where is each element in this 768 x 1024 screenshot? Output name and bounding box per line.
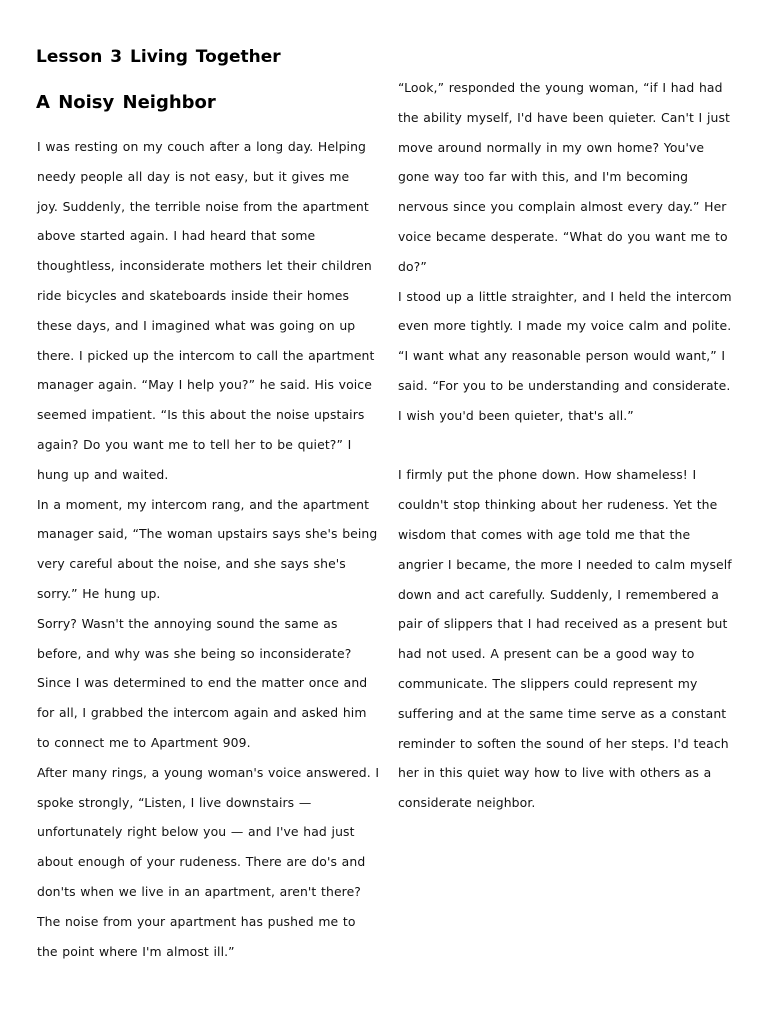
text-line: move around normally in my own home? You've: [398, 139, 705, 155]
text-line: “Look,” responded the young woman, “if I had had: [398, 80, 723, 95]
text-line: pair of slippers that I had received as a present but: [398, 616, 728, 632]
text-line: “I want what any reasonable person would want,” I: [398, 348, 726, 364]
text-line: I was resting on my couch after a long day. Helping: [37, 139, 367, 154]
text-line: nervous since you complain almost every day.” Her: [398, 199, 727, 215]
text-line: I firmly put the phone down. How shameless! I: [398, 467, 697, 483]
text-line: Since I was determined to end the matter once and: [37, 675, 368, 691]
text-line: to connect me to Apartment 909.: [37, 734, 251, 750]
text-line: said. “For you to be understanding and considerate.: [398, 377, 731, 393]
text-line: joy. Suddenly, the terrible noise from the apartment: [37, 198, 369, 214]
text-line: The noise from your apartment has pushed me to: [37, 913, 356, 929]
left-column: [37, 132, 380, 966]
text-line: the ability myself, I'd have been quieter. Can't I just: [398, 109, 730, 125]
text-line: angrier I became, the more I needed to calm myself: [398, 556, 732, 572]
text-line: reminder to soften the sound of her steps. I'd teach: [398, 735, 729, 751]
text-line: unfortunately right below you — and I've had just: [37, 824, 355, 840]
text-line: ride bicycles and skateboards inside their homes: [37, 287, 350, 303]
text-line: Sorry? Wasn't the annoying sound the same as: [37, 615, 338, 631]
text-line: manager said, “The woman upstairs says she's being: [37, 526, 378, 542]
text-line: above started again. I had heard that some: [37, 228, 316, 244]
text-line: very careful about the noise, and she says she's: [37, 556, 346, 572]
text-line: her in this quiet way how to live with others as a: [398, 765, 712, 781]
text-line: suffering and at the same time serve as a constant: [398, 705, 727, 721]
text-line: again? Do you want me to tell her to be quiet?” I: [37, 436, 352, 452]
text-line: gone way too far with this, and I'm becoming: [398, 169, 689, 185]
text-line: even more tightly. I made my voice calm and polite.: [398, 318, 732, 334]
story-title: A Noisy Neighbor: [36, 92, 216, 113]
right-column: [398, 73, 730, 818]
text-line: these days, and I imagined what was going on up: [37, 317, 356, 333]
lesson-title: Lesson 3 Living Together: [36, 47, 281, 67]
text-line: there. I picked up the intercom to call the apartment: [37, 347, 375, 363]
text-line: needy people all day is not easy, but it gives me: [37, 168, 350, 184]
text-line: thoughtless, inconsiderate mothers let their children: [37, 258, 372, 274]
text-line: After many rings, a young woman's voice answered. I: [37, 764, 380, 780]
text-line: sorry.” He hung up.: [37, 585, 161, 601]
text-line: seemed impatient. “Is this about the noise upstairs: [37, 407, 365, 423]
text-line: about enough of your rudeness. There are do's and: [37, 854, 366, 870]
text-line: hung up and waited.: [37, 466, 169, 482]
text-line: considerate neighbor.: [398, 795, 536, 811]
text-line: had not used. A present can be a good way to: [398, 646, 695, 662]
text-line: don'ts when we live in an apartment, aren't there?: [37, 883, 361, 899]
paragraph-gap: [398, 431, 730, 461]
text-line: voice became desperate. “What do you want me to: [398, 228, 728, 244]
text-line: the point where I'm almost ill.”: [37, 943, 235, 959]
text-line: In a moment, my intercom rang, and the apartment: [37, 496, 370, 512]
text-line: do?”: [398, 258, 427, 274]
text-line: communicate. The slippers could represent my: [398, 675, 698, 691]
text-line: I stood up a little straighter, and I held the intercom: [398, 288, 732, 304]
text-line: for all, I grabbed the intercom again and asked him: [37, 705, 367, 721]
text-line: before, and why was she being so inconsiderate?: [37, 645, 352, 661]
text-line: manager again. “May I help you?” he said. His voice: [37, 377, 372, 393]
text-line: down and act carefully. Suddenly, I remembered a: [398, 586, 719, 602]
text-line: couldn't stop thinking about her rudeness. Yet the: [398, 497, 718, 513]
text-line: spoke strongly, “Listen, I live downstairs —: [37, 794, 312, 810]
text-line: I wish you'd been quieter, that's all.”: [398, 407, 634, 423]
text-line: wisdom that comes with age told me that the: [398, 526, 691, 542]
